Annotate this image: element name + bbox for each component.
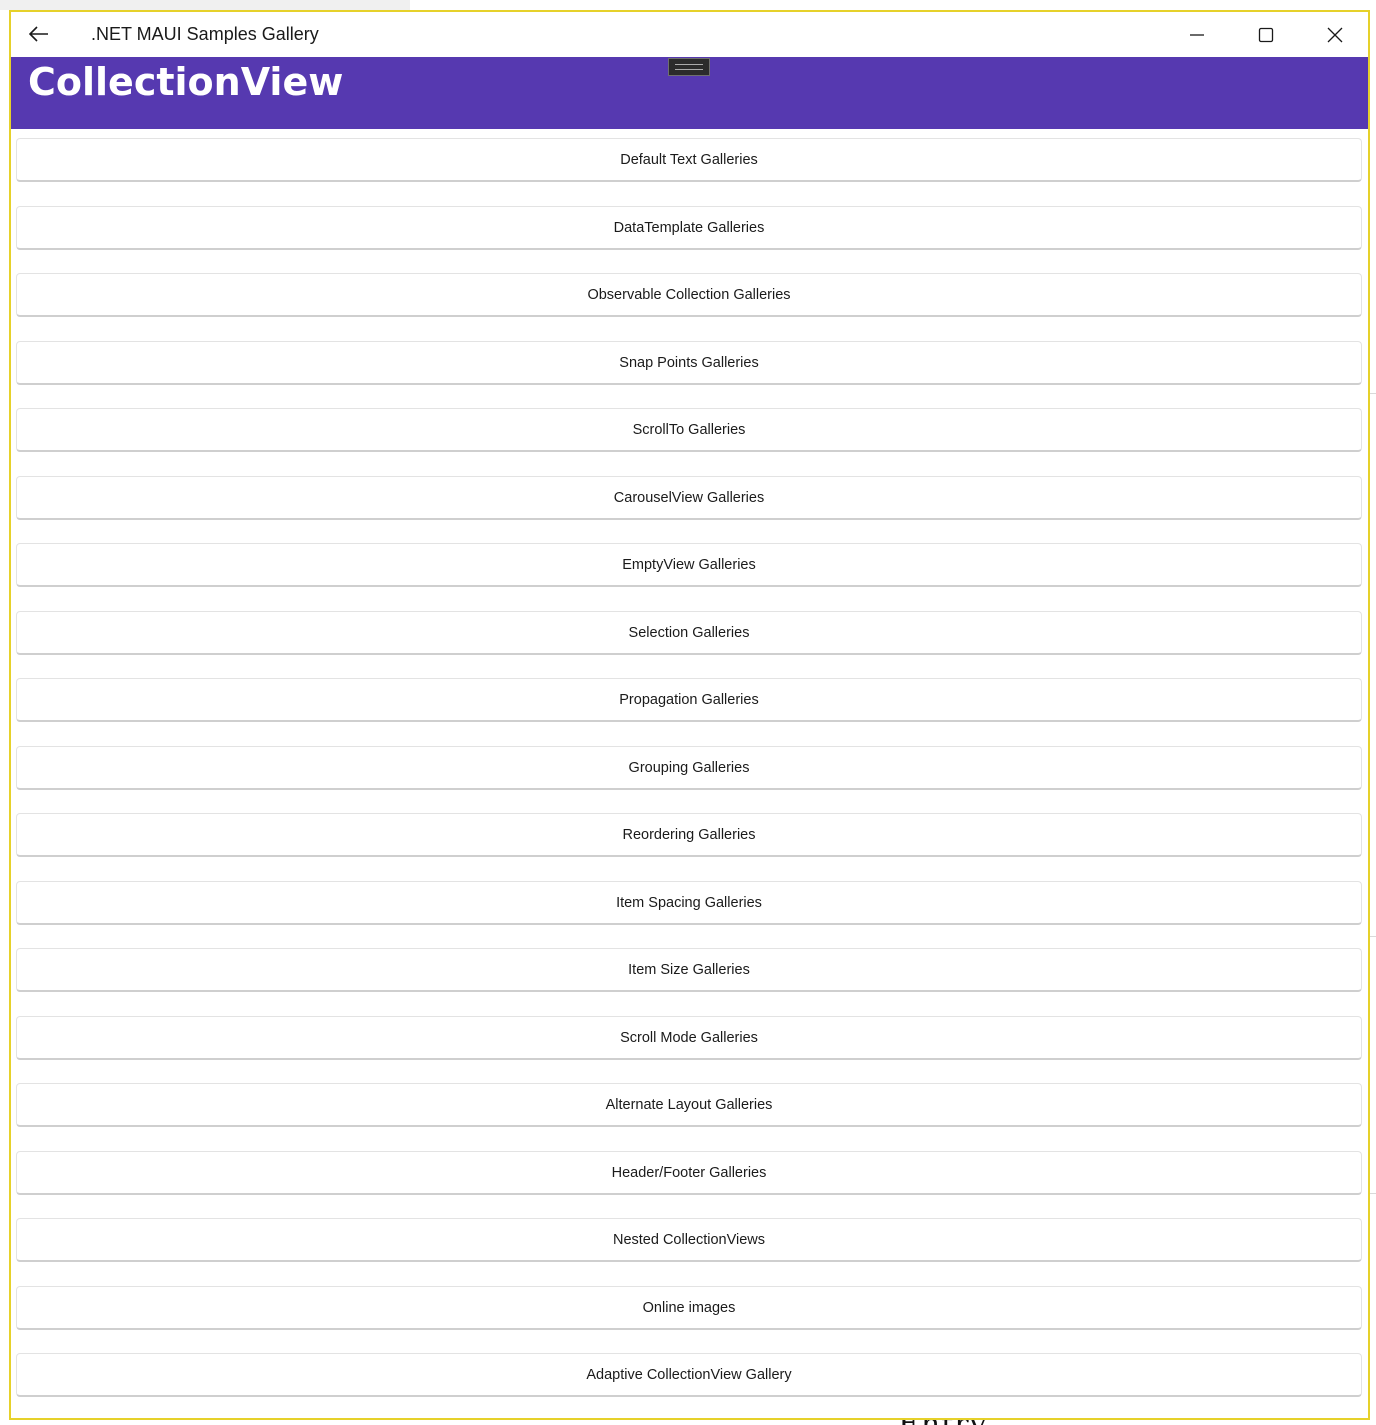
close-icon xyxy=(1327,27,1343,43)
close-button[interactable] xyxy=(1301,12,1369,57)
app-title: .NET MAUI Samples Gallery xyxy=(91,24,319,44)
gallery-button[interactable]: Alternate Layout Galleries xyxy=(16,1083,1362,1127)
background-window-edge xyxy=(0,0,410,10)
gallery-button[interactable]: EmptyView Galleries xyxy=(16,543,1362,587)
gallery-button[interactable]: Item Spacing Galleries xyxy=(16,881,1362,925)
gallery-button[interactable]: Nested CollectionViews xyxy=(16,1218,1362,1262)
gallery-button[interactable]: Snap Points Galleries xyxy=(16,341,1362,385)
gallery-list xyxy=(11,129,1368,1418)
gallery-button[interactable]: Scroll Mode Galleries xyxy=(16,1016,1362,1060)
app-window xyxy=(9,10,1370,1420)
title-bar xyxy=(11,12,1368,57)
gallery-button[interactable]: Header/Footer Galleries xyxy=(16,1151,1362,1195)
maximize-icon xyxy=(1258,27,1274,43)
gallery-button[interactable]: Reordering Galleries xyxy=(16,813,1362,857)
arrow-left-icon xyxy=(29,26,49,42)
minimize-button[interactable] xyxy=(1163,12,1231,57)
gallery-button[interactable]: ScrollTo Galleries xyxy=(16,408,1362,452)
minimize-icon xyxy=(1189,27,1205,43)
maximize-button[interactable] xyxy=(1232,12,1300,57)
drag-handle[interactable] xyxy=(668,58,710,76)
gallery-button[interactable]: Selection Galleries xyxy=(16,611,1362,655)
back-button[interactable] xyxy=(21,18,57,50)
page-header xyxy=(11,57,1368,129)
gallery-button[interactable]: Adaptive CollectionView Gallery xyxy=(16,1353,1362,1397)
gallery-button[interactable]: Propagation Galleries xyxy=(16,678,1362,722)
gallery-button[interactable]: Observable Collection Galleries xyxy=(16,273,1362,317)
gallery-button[interactable]: Default Text Galleries xyxy=(16,138,1362,182)
page-title: CollectionView xyxy=(28,60,344,104)
gallery-button[interactable]: DataTemplate Galleries xyxy=(16,206,1362,250)
gallery-button[interactable]: Grouping Galleries xyxy=(16,746,1362,790)
gallery-button[interactable]: CarouselView Galleries xyxy=(16,476,1362,520)
gallery-button[interactable]: Item Size Galleries xyxy=(16,948,1362,992)
grip-icon xyxy=(675,64,703,70)
gallery-button[interactable]: Online images xyxy=(16,1286,1362,1330)
